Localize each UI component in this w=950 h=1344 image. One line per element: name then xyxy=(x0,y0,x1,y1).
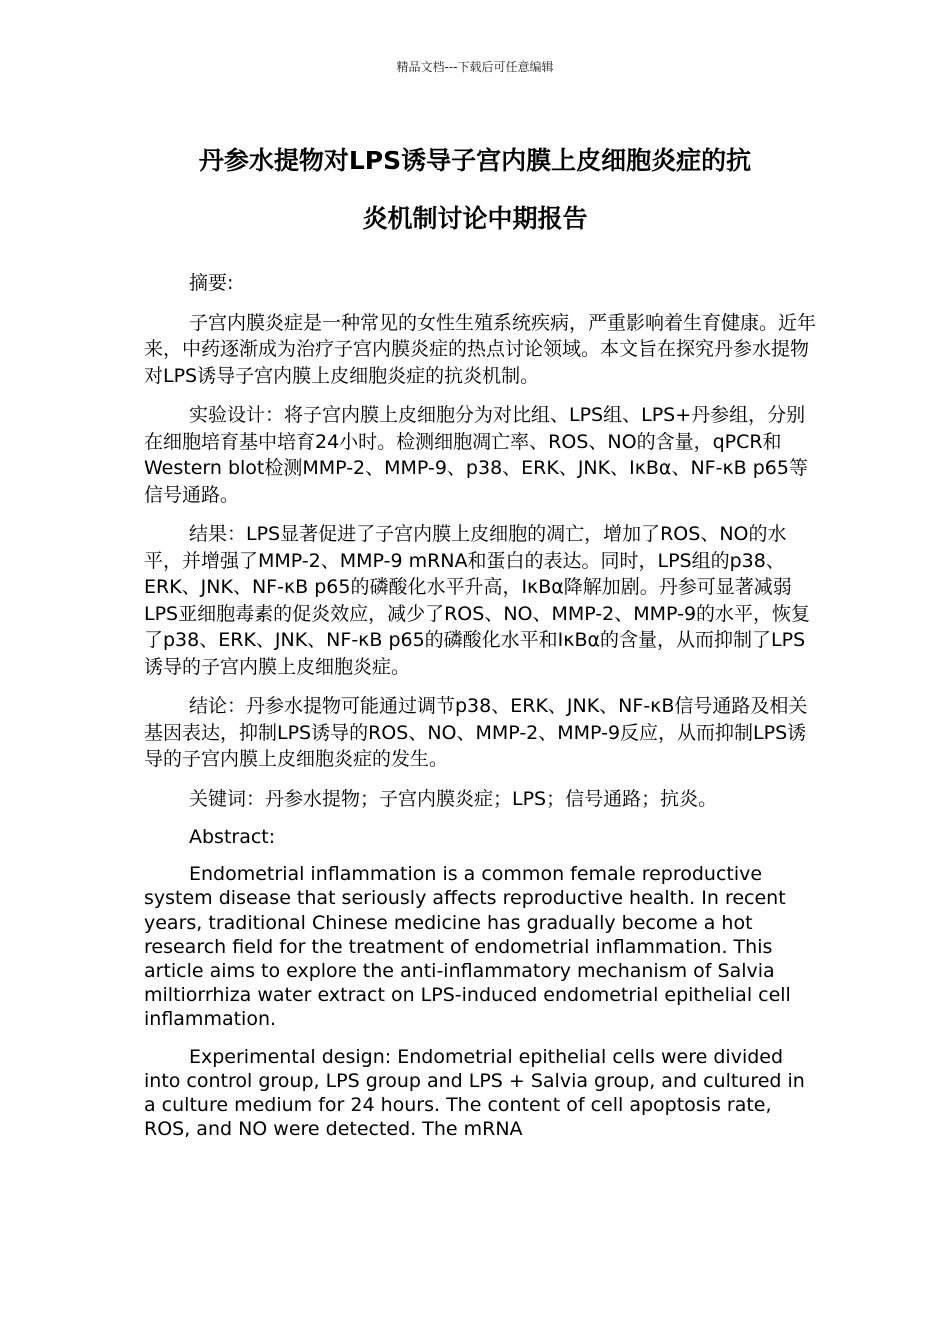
document-title xyxy=(140,132,810,248)
intro-paragraph: 子宫内膜炎症是一种常见的女性生殖系统疾病，严重影响着生育健康。近年来，中药逐渐成为治疗子宫内膜炎症的热点讨论领域。本文旨在探究丹参水提物对LPS诱导子宫内膜上皮细胞炎症的抗炎机制。 xyxy=(144,311,817,387)
abstract-en-intro: Endometrial inflammation is a common female reproductive system disease that seriously affects reproductive health. In recent years, traditional Chinese medicine has gradually become a hot research field for the treatment of endometrial inflammation. This article aims to explore the anti-inflammatory mechanism of Salvia miltiorrhiza water extract on LPS-induced endometrial epithelial cell inflammation. xyxy=(144,863,791,1031)
document-body xyxy=(144,270,820,1154)
title-line-1: 丹参水提物对LPS诱导子宫内膜上皮细胞炎症的抗 xyxy=(198,146,752,175)
design-paragraph: 实验设计：将子宫内膜上皮细胞分为对比组、LPS组、LPS+丹参组，分别在细胞培育基中培育24小时。检测细胞凋亡率、ROS、NO的含量，qPCR和Western blot检测MMP-2、MMP-9、p38、ERK、JNK、IκBα、NF-κB p65等信号通路。 xyxy=(144,404,808,506)
results-paragraph: 结果：LPS显著促进了子宫内膜上皮细胞的凋亡，增加了ROS、NO的水平，并增强了MMP-2、MMP-9 mRNA和蛋白的表达。同时，LPS组的p38、ERK、JNK、NF-κB p65的磷酸化水平升高，IκBα降解加剧。丹参可显著减弱LPS亚细胞毒素的促炎效应，减少了ROS、NO、MMP-2、MMP-9的水平，恢复了p38、ERK、JNK、NF-κB p65的磷酸化水平和IκBα的含量，从而抑制了LPS诱导的子宫内膜上皮细胞炎症。 xyxy=(144,523,811,678)
abstract-en-label: Abstract: xyxy=(189,826,276,848)
conclusion-paragraph: 结论：丹参水提物可能通过调节p38、ERK、JNK、NF-κB信号通路及相关基因表达，抑制LPS诱导的ROS、NO、MMP-2、MMP-9反应，从而抑制LPS诱导的子宫内膜上皮细胞炎症的发生。 xyxy=(144,695,808,770)
header-note: 精品文档---下载后可任意编辑 xyxy=(396,60,554,74)
abstract-en-design: Experimental design: Endometrial epithelial cells were divided into control group, LPS group and LPS + Salvia group, and cultured in a culture medium for 24 hours. The content of cell apoptosis rate, ROS, and NO were detected. The mRNA xyxy=(144,1045,805,1141)
title-line-2: 炎机制讨论中期报告 xyxy=(362,204,588,233)
keywords-paragraph: 关键词：丹参水提物；子宫内膜炎症；LPS；信号通路；抗炎。 xyxy=(189,787,718,810)
abstract-label: 摘要: xyxy=(189,272,234,294)
